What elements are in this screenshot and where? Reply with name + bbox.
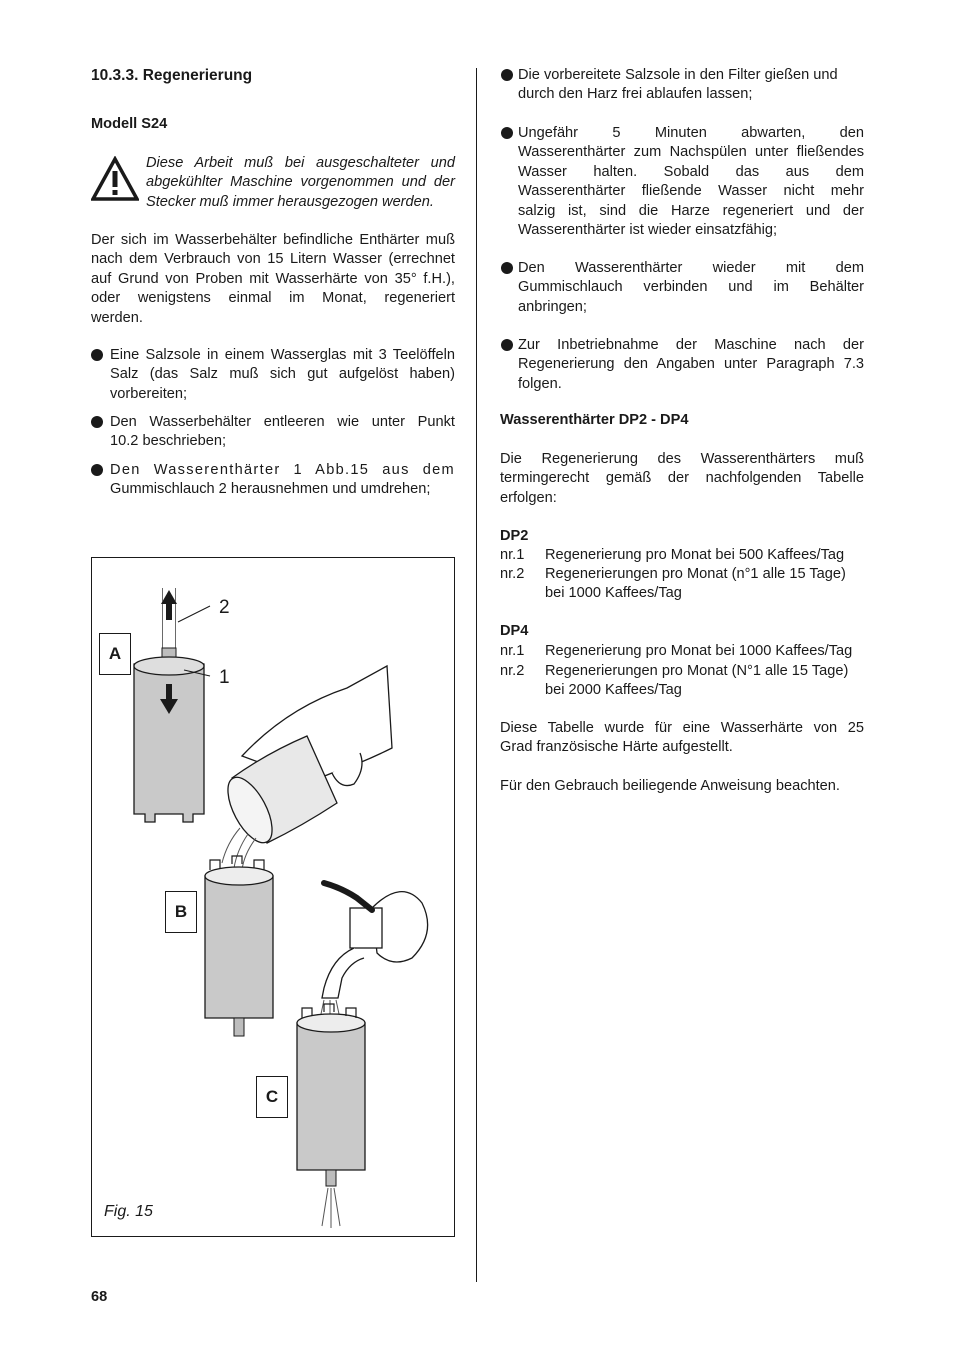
- row-line: Regenerierungen pro Monat (N°1 alle 15 Tage): [545, 663, 849, 679]
- row-line: Regenerierung pro Monat bei 500 Kaffees/Tag: [545, 547, 845, 563]
- hand-and-glass: [219, 666, 392, 870]
- figure-label-b: B: [165, 891, 197, 933]
- row-line: bei 2000 Kaffees/Tag: [545, 682, 682, 699]
- intro-line: Der sich im Wasserbehälter befindliche Enthärter muß: [91, 232, 455, 248]
- figure-15: [91, 557, 455, 1237]
- right-bullet-1: [518, 66, 864, 105]
- para-line: erfolgen:: [500, 489, 557, 506]
- warning-line: abgekühlter Maschine vorgenommen und der: [146, 174, 455, 191]
- column-divider: [476, 68, 477, 1282]
- note-line: Diese Tabelle wurde für eine Wasserhärte von 25: [500, 720, 864, 736]
- dp2-row-1-text: [545, 546, 865, 565]
- bullet-line: vorbereiten;: [110, 385, 188, 402]
- left-bullet-1: [110, 346, 455, 404]
- figure-label-a: A: [99, 633, 131, 675]
- cartridge-b: [205, 856, 273, 1036]
- figure-illustration: [92, 558, 454, 1236]
- bullet-line: Zur Inbetriebnahme der Maschine nach der: [518, 337, 864, 353]
- bullet-line: Salz (das Salz muß sich gut aufgelöst haben): [110, 366, 455, 383]
- bullet-line: Wasserenthärter fließende Wasser nicht mehr: [518, 183, 864, 200]
- cartridge-c: [297, 1004, 365, 1228]
- bullet-icon: [91, 416, 103, 428]
- figure-label-c: C: [256, 1076, 288, 1118]
- bullet-line: anbringen;: [518, 298, 587, 315]
- right-bullet-2: [518, 124, 864, 240]
- intro-line: oder wenigstens einmal im Monat, regeneriert: [91, 290, 455, 307]
- bullet-line: Den Wasserenthärter wieder mit dem: [518, 260, 864, 276]
- section-heading: 10.3.3. Regenerierung: [91, 67, 253, 84]
- row-line: bei 1000 Kaffees/Tag: [545, 585, 682, 602]
- intro-line: nach dem Verbrauch von 15 Litern Wasser (errechnet: [91, 251, 455, 268]
- intro-line: werden.: [91, 309, 143, 326]
- para-line: termingerecht gemäß der nachfolgenden Tabelle: [500, 470, 864, 487]
- right-bullet-4: [518, 336, 864, 394]
- bullet-line: folgen.: [518, 375, 562, 392]
- bullet-line: salzig ist, sind die Harze regeneriert und der: [518, 202, 864, 219]
- model-heading: Modell S24: [91, 116, 168, 132]
- warning-line: Diese Arbeit muß bei ausgeschalteter und: [146, 155, 455, 171]
- page-number: 68: [91, 1289, 108, 1305]
- bullet-line: Gummischlauch 2 herausnehmen und umdrehen;: [110, 481, 431, 498]
- table-note: [500, 719, 864, 758]
- bullet-icon: [501, 69, 513, 81]
- warning-line: Stecker muß immer herausgezogen werden.: [146, 193, 434, 210]
- bullet-icon: [91, 464, 103, 476]
- bullet-line: Den Wasserenthärter 1 Abb.15 aus dem: [110, 462, 455, 478]
- warning-triangle-icon: [91, 156, 139, 202]
- callout-2: 2: [219, 597, 230, 618]
- dp2-nr-2: nr.2: [500, 566, 525, 582]
- dp4-nr-1: nr.1: [500, 643, 525, 659]
- row-line: Regenerierungen pro Monat (n°1 alle 15 Tage): [545, 566, 846, 582]
- dp-paragraph: [500, 450, 864, 508]
- bullet-line: Wasserenthärter zum Nachspülen unter fließendes: [518, 144, 864, 161]
- bullet-line: Ungefähr 5 Minuten abwarten, den: [518, 125, 864, 141]
- bullet-icon: [501, 339, 513, 351]
- bullet-line: durch den Harz frei ablaufen lassen;: [518, 86, 753, 103]
- right-bullet-3: [518, 259, 864, 317]
- figure-caption: Fig. 15: [104, 1203, 153, 1220]
- bullet-line: Eine Salzsole in einem Wasserglas mit 3 Teelöffeln: [110, 347, 455, 363]
- dp2-title: DP2: [500, 528, 529, 544]
- cartridge-a: [134, 588, 210, 822]
- intro-paragraph: [91, 231, 455, 328]
- final-note: Für den Gebrauch beiliegende Anweisung beachten.: [500, 778, 840, 794]
- bullet-line: Den Wasserbehälter entleeren wie unter Punkt: [110, 414, 455, 430]
- intro-line: auf Grund von Proben mit Wasserhärte von 35° f.H.),: [91, 270, 455, 287]
- bullet-line: Regenerierung den Angaben unter Paragraph 7.3: [518, 356, 864, 373]
- bullet-line: 10.2 beschrieben;: [110, 433, 227, 450]
- bullet-line: Wasser halten. Sobald das aus dem: [518, 163, 864, 180]
- dp-subheading: Wasserenthärter DP2 - DP4: [500, 412, 689, 428]
- callout-1: 1: [219, 667, 230, 688]
- dp2-row-2-text: [545, 565, 865, 604]
- dp4-title: DP4: [500, 623, 529, 639]
- left-bullet-3: [110, 461, 455, 500]
- dp2-nr-1: nr.1: [500, 547, 525, 563]
- warning-text: [146, 154, 455, 212]
- dp4-row-1-text: [545, 642, 865, 661]
- para-line: Die Regenerierung des Wasserenthärters muß: [500, 451, 864, 467]
- note-line: Grad französische Härte aufgestellt.: [500, 739, 733, 756]
- bullet-line: Gummischlauch verbinden und im Behälter: [518, 279, 864, 296]
- bullet-icon: [501, 262, 513, 274]
- dp4-nr-2: nr.2: [500, 663, 525, 679]
- bullet-icon: [91, 349, 103, 361]
- bullet-line: Die vorbereitete Salzsole in den Filter gießen und: [518, 67, 838, 83]
- bullet-line: Wasserenthärter ist wieder einsatzfähig;: [518, 222, 778, 239]
- row-line: Regenerierung pro Monat bei 1000 Kaffees/Tag: [545, 643, 853, 659]
- left-bullet-2: [110, 413, 455, 452]
- dp4-row-2-text: [545, 662, 865, 701]
- bullet-icon: [501, 127, 513, 139]
